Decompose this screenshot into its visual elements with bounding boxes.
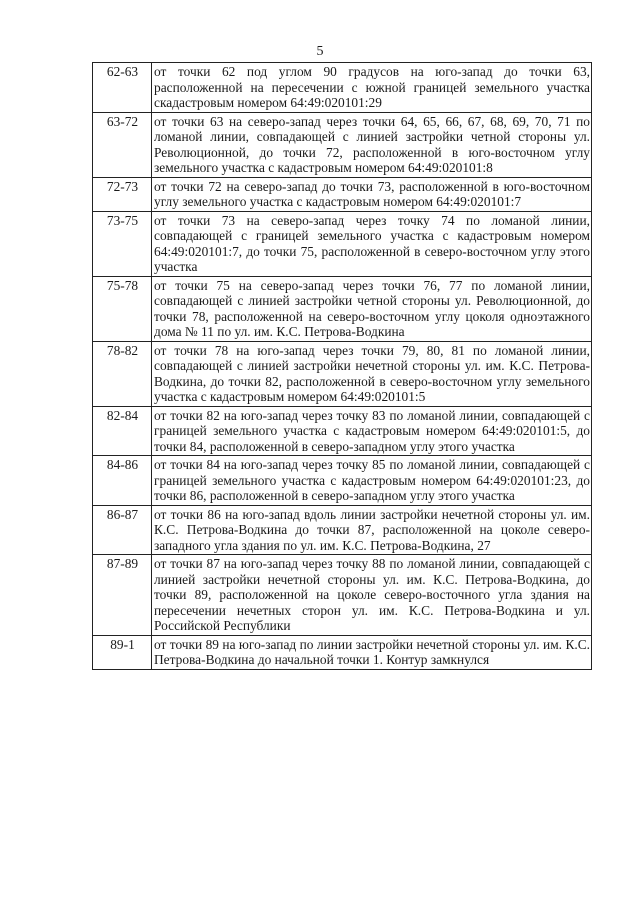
segment-cell: 62-63 [93, 63, 152, 113]
table-row [93, 63, 592, 113]
description-cell: от точки 89 на юго-запад по линии застройки нечетной стороны ул. им. К.С. Петрова-Водкина до начальной точки 1. Контур замкнулся [152, 635, 592, 669]
table-row [93, 112, 592, 177]
segment-cell: 87-89 [93, 555, 152, 636]
table-row [93, 635, 592, 669]
table-row [93, 555, 592, 636]
segment-cell: 75-78 [93, 276, 152, 341]
description-cell: от точки 84 на юго-запад через точку 85 по ломаной линии, совпадающей с границей земельного участка с кадастровым номером 64:49:020101:23, до точки 86, расположенной в северо-западном углу этого участка [152, 456, 592, 506]
segment-cell: 82-84 [93, 406, 152, 456]
segment-cell: 84-86 [93, 456, 152, 506]
page-number: 5 [316, 44, 324, 59]
segment-cell: 89-1 [93, 635, 152, 669]
description-cell: от точки 78 на юго-запад через точки 79, 80, 81 по ломаной линии, совпадающей с линией застройки нечетной стороны ул. им. К.С. Петрова-Водкина, до точки 82, расположенной в северо-восточном углу земельного участка с кадастровым номером 64:49:020101:5 [152, 341, 592, 406]
segment-cell: 63-72 [93, 112, 152, 177]
table-row [93, 456, 592, 506]
segment-cell: 72-73 [93, 177, 152, 211]
boundary-description-table [92, 62, 592, 670]
segment-cell: 86-87 [93, 505, 152, 555]
description-cell: от точки 73 на северо-запад через точку 74 по ломаной линии, совпадающей с границей земельного участка с кадастровым номером 64:49:020101:7, до точки 75, расположенной в северо-восточном углу этого участка [152, 211, 592, 276]
description-cell: от точки 63 на северо-запад через точки 64, 65, 66, 67, 68, 69, 70, 71 по ломаной линии, совпадающей с линией застройки четной стороны ул. Революционной, до точки 72, расположенной в юго-восточном углу земельного участка с кадастровым номером 64:49:020101:8 [152, 112, 592, 177]
description-cell: от точки 75 на северо-запад через точки 76, 77 по ломаной линии, совпадающей с линией застройки четной стороны ул. Революционной, до точки 78, расположенной на северо-восточном углу цоколя одноэтажного дома № 11 по ул. им. К.С. Петрова-Водкина [152, 276, 592, 341]
segment-cell: 73-75 [93, 211, 152, 276]
table-row [93, 177, 592, 211]
description-cell: от точки 62 под углом 90 градусов на юго-запад до точки 63, расположенной на пересечении с южной границей земельного участка скадастровым номером 64:49:020101:29 [152, 63, 592, 113]
description-cell: от точки 86 на юго-запад вдоль линии застройки нечетной стороны ул. им. К.С. Петрова-Водкина до точки 87, расположенной на цоколе северо-западного угла здания по ул. им. К.С. Петрова-Водкина, 27 [152, 505, 592, 555]
segment-cell: 78-82 [93, 341, 152, 406]
description-cell: от точки 87 на юго-запад через точку 88 по ломаной линии, совпадающей с линией застройки нечетной стороны ул. им. К.С. Петрова-Водкина, до точки 89, расположенной на цоколе северо-восточного угла здания на пересечении нечетных сторон ул. им. К.С. Петрова-Водкина и ул. Российской Республики [152, 555, 592, 636]
table-row [93, 406, 592, 456]
table-row [93, 211, 592, 276]
description-cell: от точки 72 на северо-запад до точки 73, расположенной в юго-восточном углу земельного участка с кадастровым номером 64:49:020101:7 [152, 177, 592, 211]
table-row [93, 505, 592, 555]
table-row [93, 276, 592, 341]
description-cell: от точки 82 на юго-запад через точку 83 по ломаной линии, совпадающей с границей земельного участка с кадастровым номером 64:49:020101:5, до точки 84, расположенной в северо-западном углу этого участка [152, 406, 592, 456]
table-row [93, 341, 592, 406]
